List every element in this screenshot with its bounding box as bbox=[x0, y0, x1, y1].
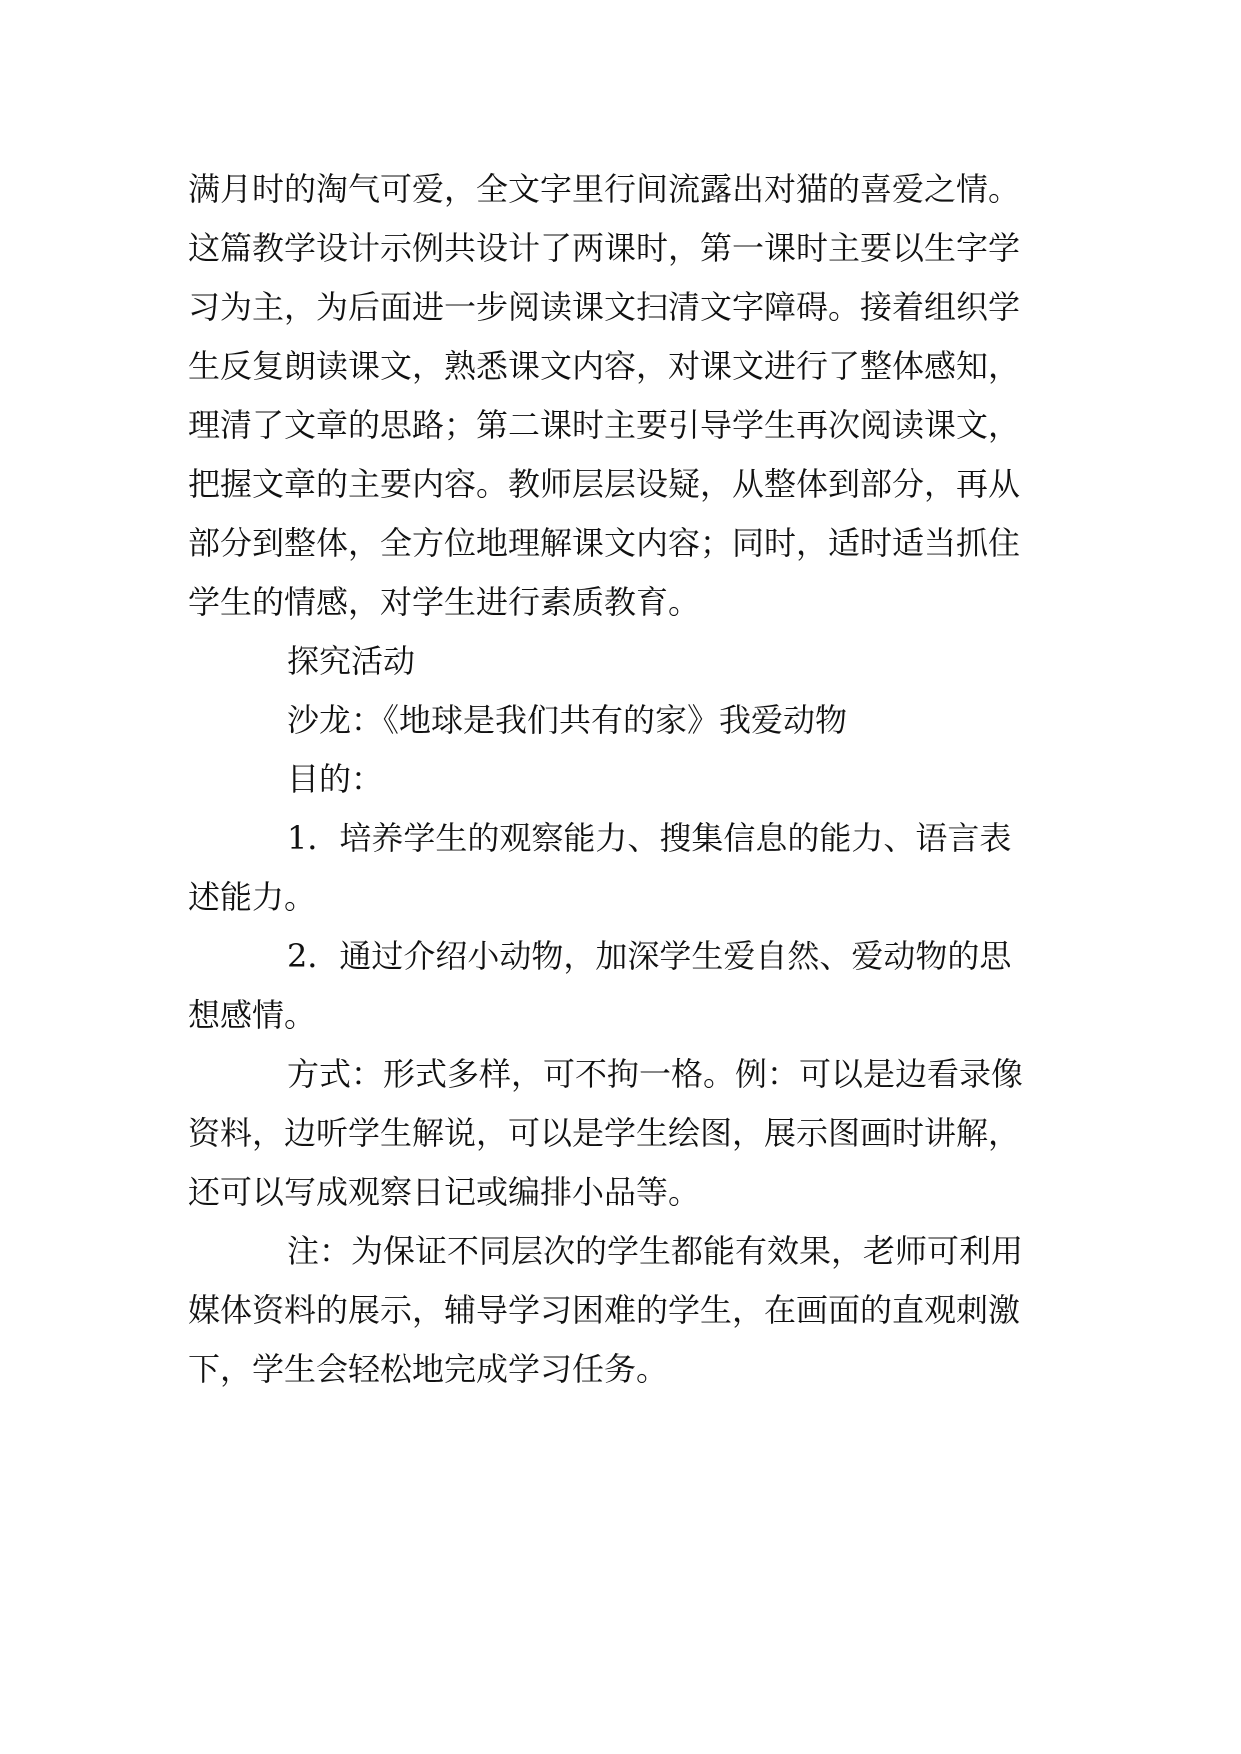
method-paragraph-line: 还可以写成观察日记或编排小品等。 bbox=[188, 1173, 701, 1211]
body-line: 这篇教学设计示例共设计了两课时，第一课时主要以生字学 bbox=[188, 229, 1021, 267]
list-item-2-continued: 想感情。 bbox=[188, 996, 317, 1034]
body-line: 满月时的淘气可爱，全文字里行间流露出对猫的喜爱之情。 bbox=[188, 170, 1021, 208]
body-line: 生反复朗读课文，熟悉课文内容，对课文进行了整体感知， bbox=[188, 347, 1021, 385]
list-item-1: 1．培养学生的观察能力、搜集信息的能力、语言表 bbox=[287, 819, 1012, 857]
section-heading: 探究活动 bbox=[287, 642, 416, 680]
method-paragraph-line: 资料，边听学生解说，可以是学生绘图，展示图画时讲解， bbox=[188, 1114, 1021, 1152]
body-line: 理清了文章的思路；第二课时主要引导学生再次阅读课文， bbox=[188, 406, 1021, 444]
document-body bbox=[188, 160, 1058, 1399]
purpose-label: 目的： bbox=[287, 760, 384, 798]
note-paragraph-line: 下，学生会轻松地完成学习任务。 bbox=[188, 1350, 669, 1388]
list-item-1-continued: 述能力。 bbox=[188, 878, 317, 916]
list-item-2: 2．通过介绍小动物，加深学生爱自然、爱动物的思 bbox=[287, 937, 1012, 975]
body-line: 部分到整体，全方位地理解课文内容；同时，适时适当抓住 bbox=[188, 524, 1021, 562]
note-paragraph: 注：为保证不同层次的学生都能有效果，老师可利用 bbox=[287, 1232, 1024, 1270]
body-line: 学生的情感，对学生进行素质教育。 bbox=[188, 583, 701, 621]
body-line: 把握文章的主要内容。教师层层设疑，从整体到部分，再从 bbox=[188, 465, 1021, 503]
activity-title: 沙龙：《地球是我们共有的家》我爱动物 bbox=[287, 701, 848, 739]
method-paragraph: 方式：形式多样，可不拘一格。例：可以是边看录像 bbox=[287, 1055, 1024, 1093]
note-paragraph-line: 媒体资料的展示，辅导学习困难的学生，在画面的直观刺激 bbox=[188, 1291, 1021, 1329]
body-line: 习为主，为后面进一步阅读课文扫清文字障碍。接着组织学 bbox=[188, 288, 1021, 326]
